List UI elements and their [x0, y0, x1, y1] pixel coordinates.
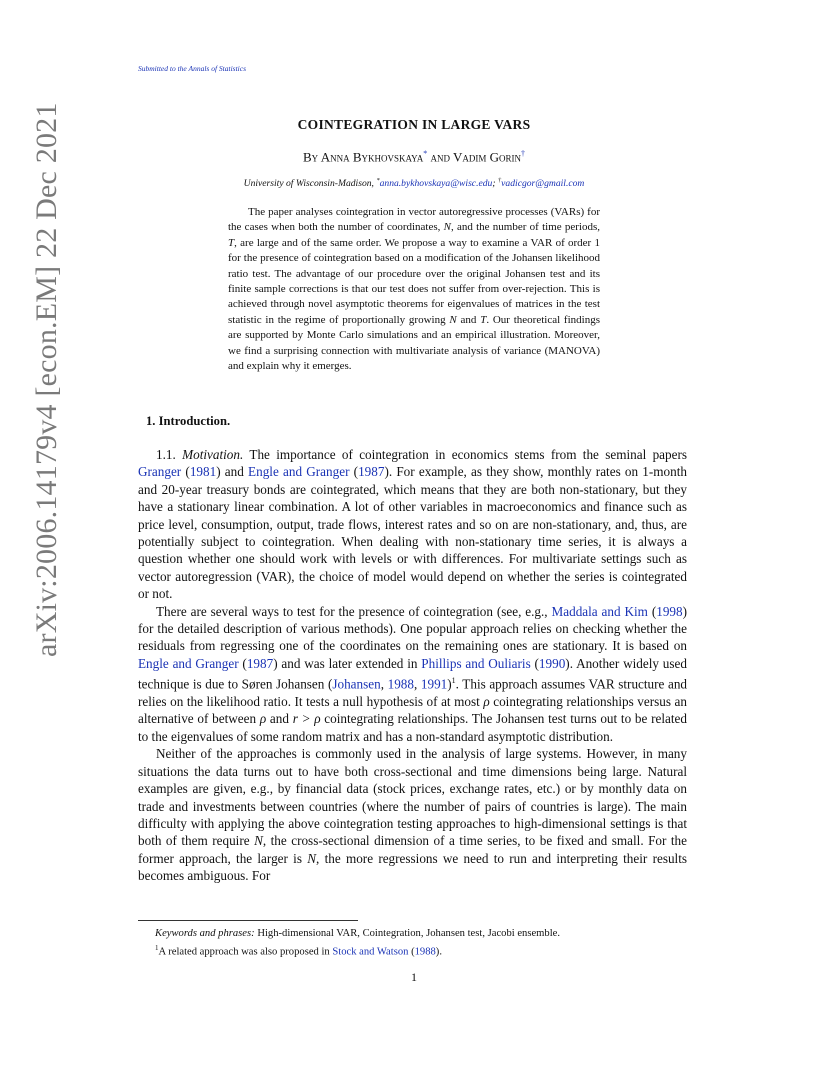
text-fragment: (	[530, 655, 539, 671]
footnote-1	[155, 941, 695, 960]
citation-year-link[interactable]: 1988	[414, 946, 436, 958]
math-symbol-rho: ρ	[483, 694, 490, 710]
text-fragment: ,	[380, 676, 388, 692]
author-mark-2[interactable]: †	[521, 149, 525, 158]
main-body-text	[138, 446, 687, 885]
text-fragment: ). Another widely used technique is due to Søren Johansen (	[138, 655, 687, 692]
author-name-2: Vadim Gorin	[452, 149, 521, 165]
paragraph-methods	[138, 603, 687, 746]
citation-year-link[interactable]: 1991	[420, 676, 448, 692]
math-symbol-N: N	[449, 313, 457, 326]
abstract-fragment: and	[456, 313, 481, 326]
citation-year-link[interactable]: 1990	[538, 655, 566, 671]
abstract	[228, 205, 600, 374]
text-fragment: (	[349, 464, 359, 480]
keywords-text: High-dimensional VAR, Cointegration, Johansen test, Jacobi ensemble.	[254, 928, 560, 939]
text-fragment: cointegrating relationships. The Johansen test turns out to be related to the eigenvalues of some random matrix and has a non-standard asymptotic distribution.	[138, 711, 687, 744]
abstract-fragment: , and the number of time periods,	[451, 221, 600, 234]
footnote-mark[interactable]: 1	[451, 676, 456, 686]
citation-link[interactable]: Johansen	[332, 676, 381, 692]
email-link-2[interactable]: vadicgor@gmail.com	[501, 178, 585, 190]
text-fragment: A related approach was also proposed in	[158, 946, 333, 958]
subsection-title: Motivation.	[182, 447, 244, 462]
text-fragment: ) for the detailed description of various methods). One popular approach relies on checking whether the residuals from regressing one of the coordinates on the remaining ones are stationary. It is based on	[138, 603, 688, 654]
affiliation-university: University of Wisconsin-Madison,	[243, 178, 377, 190]
text-fragment: ).	[435, 946, 442, 958]
footnote-divider	[138, 920, 358, 921]
citation-year-link[interactable]: 1987	[358, 464, 385, 480]
citation-year-link[interactable]: 1981	[189, 464, 217, 480]
text-fragment: Neither of the approaches is commonly used in the analysis of large systems. However, in many situations the data turns out to have both cross-sectional and time dimensions being large. Natural examples are given, e.g., by financial data (stock prices, exchange rates, etc.) or by monthly data on trade and investments between countries (where the number of pairs of countries is large). The main difficulty with applying the above cointegration testing approaches to high-dimensional settings is that both of them require	[138, 746, 687, 849]
math-symbol-T: T	[228, 236, 235, 249]
text-fragment: , the cross-sectional dimension of a time series, to be fixed and small. For the former approach, the larger is	[138, 833, 688, 866]
text-fragment: ). For example, as they show, monthly rates on 1-month and 20-year treasury bonds are cointegrated, which means that they are both non-stationary, but they have a stationary linear combination. A lot of other variables in macroeconomics and finance such as price level, consumption, output, trade flows, interest rates and so on are non-stationary, and, thus, are potentially subject to cointegration. When dealing with non-stationary time series, it is always a question whether one should work with levels or with differences. For multivariate settings such as vector autoregression (VAR), the choice of model would depend on whether the series is cointegrated or not.	[138, 464, 687, 602]
citation-link[interactable]: Phillips and Ouliaris	[421, 655, 531, 671]
email-link-1[interactable]: anna.bykhovskaya@wisc.edu	[379, 178, 493, 190]
abstract-fragment: , are large and of the same order. We propose a way to examine a VAR of order 1 for the presence of cointegration based on a modification of the Johansen likelihood ratio test. The advantage of our procedure over the original Johansen test and its finite sample corrections is that our test does not suffer from over-rejection. This is achieved through novel asymptotic theorems for eigenvalues of matrices in the test statistic in the regime of proportionally growing	[228, 236, 600, 326]
math-symbol-rho: ρ	[259, 711, 267, 727]
affiliation-separator: ;	[492, 178, 498, 190]
affiliation-line	[0, 177, 828, 189]
affiliation-mark-1: *	[376, 177, 380, 184]
subsection-number: 1.1.	[156, 447, 183, 462]
author-and: and	[427, 149, 453, 165]
page-number: 1	[411, 970, 417, 984]
citation-year-link[interactable]: 1998	[656, 603, 683, 619]
text-fragment: )	[447, 676, 452, 692]
math-symbol-N: N	[307, 850, 317, 866]
math-symbol-N: N	[443, 221, 451, 234]
citation-link[interactable]: Maddala and Kim	[551, 603, 648, 619]
author-mark-1[interactable]: *	[423, 149, 428, 158]
text-fragment: , the more regressions we need to run and interpreting their results becomes ambiguous. For	[138, 850, 687, 884]
text-fragment: and	[266, 711, 293, 727]
text-fragment: (	[647, 603, 657, 619]
keywords-line	[155, 926, 695, 941]
text-fragment: (	[238, 655, 247, 671]
paragraph-large-systems	[138, 745, 687, 884]
section-heading: 1. Introduction.	[146, 414, 231, 428]
citation-link[interactable]: Granger	[138, 464, 182, 480]
text-fragment: . This approach assumes VAR structure and relies on the likelihood ratio. It tests a null hypothesis of at most	[138, 676, 688, 710]
math-inequality: r > ρ	[292, 711, 321, 727]
text-fragment: cointegrating relationships versus an alternative of between	[138, 694, 687, 727]
paper-title: COINTEGRATION IN LARGE VARS	[297, 117, 531, 132]
citation-year-link[interactable]: 1988	[387, 676, 414, 692]
text-fragment: There are several ways to test for the presence of cointegration (see, e.g.,	[156, 603, 552, 619]
text-fragment: ) and was later extended in	[273, 655, 422, 671]
footnote-number: 1	[155, 944, 159, 952]
text-fragment: ,	[413, 676, 421, 692]
journal-submission-note: Submitted to the Annals of Statistics	[138, 64, 246, 73]
abstract-fragment: The paper analyses cointegration in vector autoregressive processes (VARs) for the cases when both the number of coordinates,	[228, 206, 600, 234]
citation-link[interactable]: Stock and Watson	[332, 946, 409, 958]
paragraph-motivation	[138, 446, 687, 603]
math-symbol-T: T	[480, 313, 487, 326]
arxiv-identifier: arXiv:2006.14179v4 [econ.EM] 22 Dec 2021	[30, 102, 63, 657]
text-fragment: ) and	[216, 464, 249, 480]
abstract-fragment: . Our theoretical findings are supported by Monte Carlo simulations and an empirical illustration. Moreover, we find a surprising connection with multivariate analysis of variance (MANOVA) and explain why it emerges.	[228, 313, 600, 373]
keywords-label: Keywords and phrases:	[155, 928, 255, 939]
text-fragment: (	[181, 464, 190, 480]
author-by: By	[303, 149, 321, 165]
footnotes	[155, 926, 695, 960]
text-fragment: The importance of cointegration in economics stems from the seminal papers	[243, 447, 688, 462]
text-fragment: (	[408, 946, 415, 958]
abstract-text	[228, 205, 600, 374]
citation-year-link[interactable]: 1987	[246, 655, 274, 671]
author-line	[0, 149, 828, 165]
citation-link[interactable]: Engle and Granger	[248, 464, 350, 480]
author-name-1: Anna Bykhovskaya	[320, 149, 424, 165]
affiliation-mark-2: †	[497, 177, 502, 184]
citation-link[interactable]: Engle and Granger	[138, 655, 239, 671]
math-symbol-N: N	[254, 833, 263, 849]
